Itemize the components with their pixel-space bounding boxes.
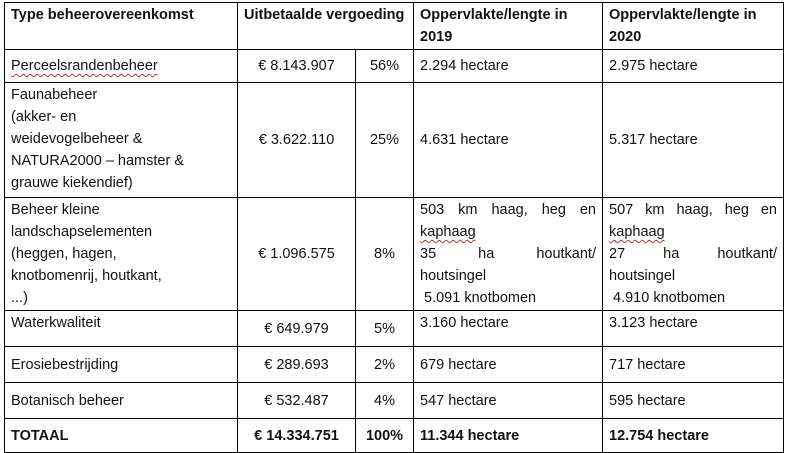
area-2019-cell: 679 hectare [414,347,603,383]
total-percentage: 100% [356,419,414,453]
type-cell: Waterkwaliteit [5,311,238,347]
area-2020-cell: 5.317 hectare [603,83,784,198]
area-line: 503 km haag, heg en [420,202,596,218]
payout-cell: € 1.096.575 [238,198,356,311]
area-line: 35 ha houtkant/ [420,246,596,262]
type-cell [5,83,238,198]
type-line: ...) [11,290,28,306]
total-area-2020: 12.754 hectare [603,419,784,453]
area-line: kaphaag [609,224,665,240]
type-line: landschapselementen [11,224,153,240]
area-2020-cell: 3.123 hectare [603,311,784,347]
area-2019-cell: 4.631 hectare [414,83,603,198]
percentage-cell: 56% [356,50,414,83]
percentage-cell: 5% [356,311,414,347]
type-line: knotbomenrij, houtkant, [11,268,162,284]
table-row [5,347,784,383]
area-2020-cell: 2.975 hectare [603,50,784,83]
table-row [5,311,784,347]
area-line: 4.910 knotbomen [609,290,726,306]
area-2020-cell: 717 hectare [603,347,784,383]
type-line: (akker- en [11,109,77,125]
type-cell: Botanisch beheer [5,383,238,419]
type-line: weidevogelbeheer & [11,131,143,147]
table-row [5,198,784,311]
header-area-2019: Oppervlakte/lengte in 2019 [414,3,603,50]
area-2019-cell: 2.294 hectare [414,50,603,83]
area-2019-cell: 3.160 hectare [414,311,603,347]
type-cell [5,198,238,311]
payout-cell: € 8.143.907 [238,50,356,83]
type-line: NATURA2000 – hamster & [11,153,184,169]
type-line: (heggen, hagen, [11,246,117,262]
type-line: grauwe kiekendief) [11,175,133,191]
subsidy-table [4,2,784,453]
table-row [5,50,784,83]
percentage-cell: 25% [356,83,414,198]
area-line: 27 ha houtkant/ [609,246,777,262]
area-2020-cell: 595 hectare [603,383,784,419]
type-line: Perceelsrandenbeheer [11,58,158,74]
type-cell [5,50,238,83]
total-label: TOTAAL [5,419,238,453]
header-area-2020: Oppervlakte/lengte in 2020 [603,3,784,50]
percentage-cell: 2% [356,347,414,383]
area-line: 5.091 knotbomen [420,290,537,306]
percentage-cell: 8% [356,198,414,311]
payout-cell: € 649.979 [238,311,356,347]
area-line: houtsingel [609,268,676,284]
payout-cell: € 3.622.110 [238,83,356,198]
area-2020-cell [603,198,784,311]
area-line: kaphaag [420,224,476,240]
total-area-2019: 11.344 hectare [414,419,603,453]
area-line: 507 km haag, heg en [609,202,777,218]
total-payout: € 14.334.751 [238,419,356,453]
payout-cell: € 532.487 [238,383,356,419]
type-line: Beheer kleine [11,202,100,218]
payout-cell: € 289.693 [238,347,356,383]
header-type: Type beheerovereenkomst [5,3,238,50]
header-payout: Uitbetaalde vergoeding [238,3,414,50]
area-2019-cell: 547 hectare [414,383,603,419]
area-line: houtsingel [420,268,487,284]
type-cell: Erosiebestrijding [5,347,238,383]
header-row [5,3,784,50]
total-row [5,419,784,453]
table-row [5,83,784,198]
table-row [5,383,784,419]
type-line: Faunabeheer [11,87,98,103]
percentage-cell: 4% [356,383,414,419]
area-2019-cell [414,198,603,311]
